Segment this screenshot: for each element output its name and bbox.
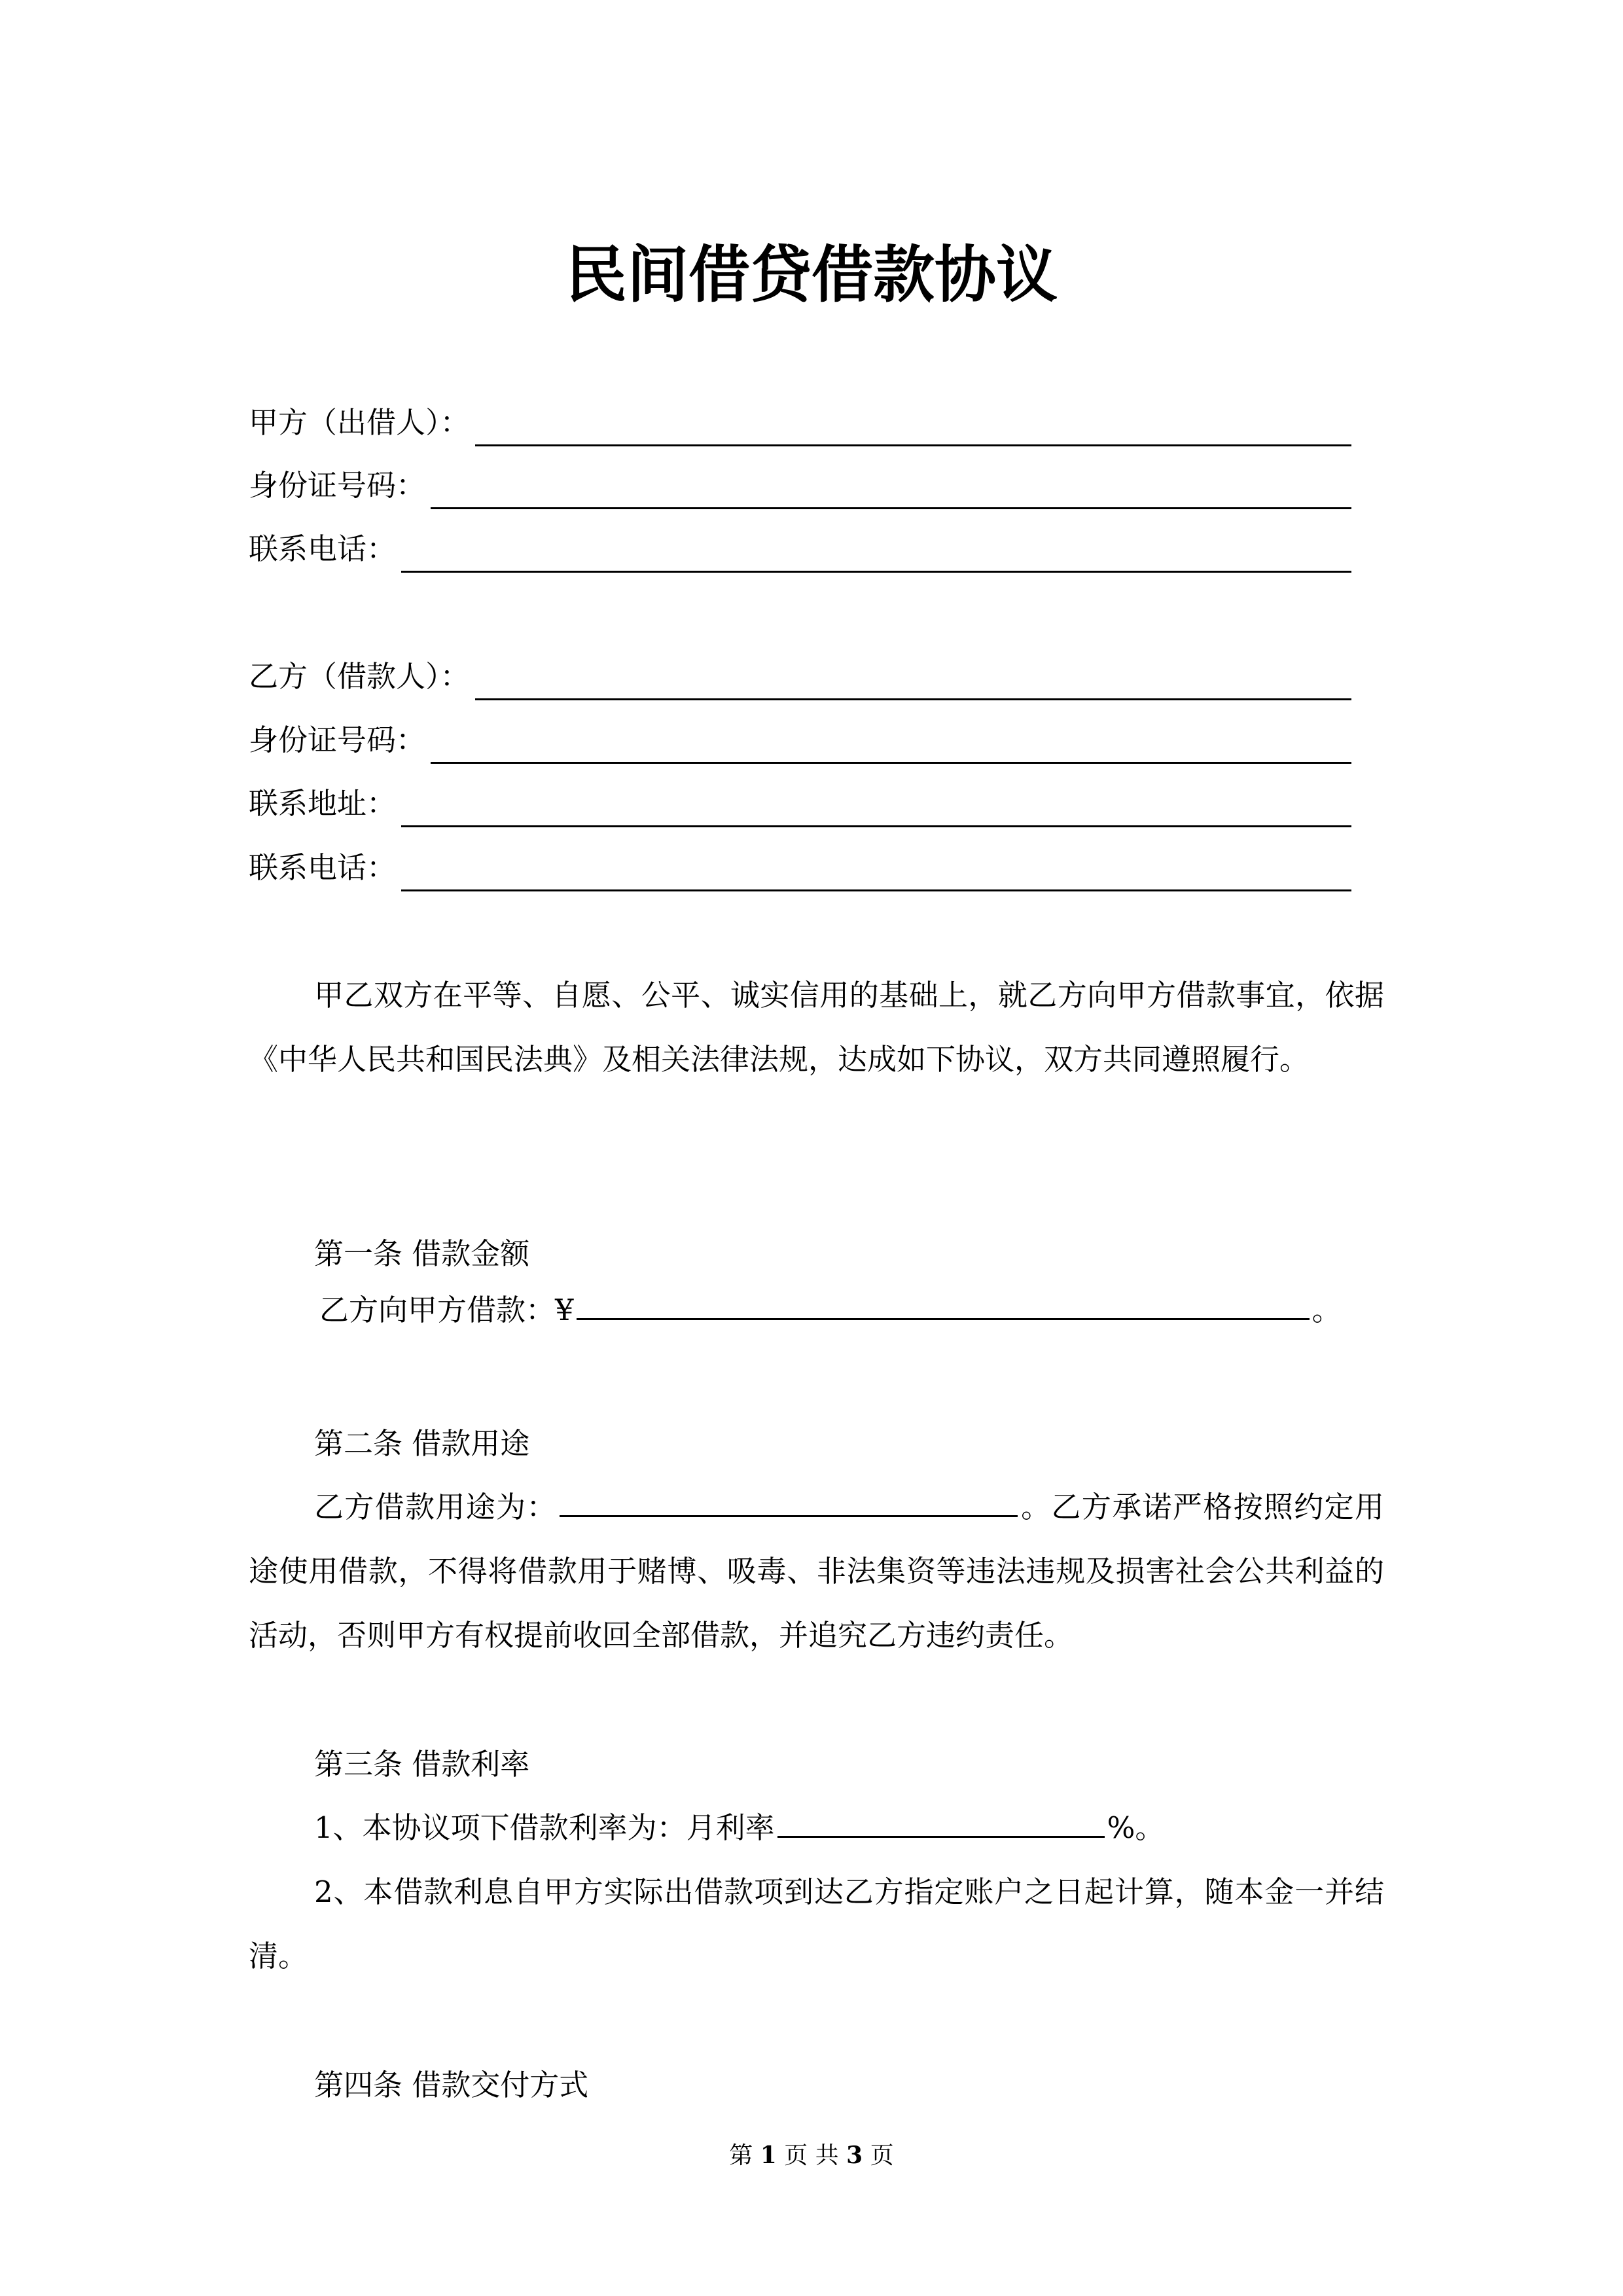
article3-item2: 2、本借款利息自甲方实际出借款项到达乙方指定账户之日起计算，随本金一并结清。 xyxy=(249,1874,1384,1973)
footer-prefix: 第 xyxy=(729,2142,753,2169)
party-a-phone-blank[interactable] xyxy=(401,534,1351,573)
article1-line xyxy=(249,1287,1384,1334)
preamble-paragraph: 甲乙双方在平等、自愿、公平、诚实信用的基础上，就乙方向甲方借款事宜，依据《中华人民共和国民法典》及相关法律法规，达成如下协议，双方共同遵照履行。 xyxy=(249,978,1384,1077)
party-a-name-blank[interactable] xyxy=(475,408,1351,446)
party-a-id-label: 身份证号码： xyxy=(249,468,426,503)
party-b-phone-field[interactable] xyxy=(249,844,1351,891)
footer-suffix: 页 xyxy=(870,2142,894,2169)
loan-amount-blank[interactable] xyxy=(577,1289,1310,1320)
footer-total-pages: 3 xyxy=(846,2142,863,2169)
party-b-address-blank[interactable] xyxy=(401,789,1351,827)
footer-middle: 页 共 xyxy=(784,2142,839,2169)
party-a-id-field[interactable] xyxy=(249,462,1351,509)
document-title: 民间借贷借款协议 xyxy=(565,239,1058,311)
party-b-phone-blank[interactable] xyxy=(401,853,1351,891)
party-b-id-field[interactable] xyxy=(249,717,1351,764)
footer-current-page: 1 xyxy=(760,2142,777,2169)
article2-text-before: 乙方借款用途为： xyxy=(314,1490,557,1524)
party-b-address-field[interactable] xyxy=(249,780,1351,827)
party-b-name-field[interactable] xyxy=(249,653,1351,700)
party-a-name-field[interactable] xyxy=(249,399,1351,446)
party-b-address-label: 联系地址： xyxy=(249,786,397,821)
party-a-phone-label: 联系电话： xyxy=(249,531,397,566)
party-a-name-label: 甲方（出借人）： xyxy=(249,405,470,440)
party-a-id-blank[interactable] xyxy=(431,471,1351,509)
article2-paragraph xyxy=(249,1475,1384,1668)
article3-item1-before: 1、本协议项下借款利率为：月利率 xyxy=(314,1810,775,1845)
article3-heading: 第三条 借款利率 xyxy=(314,1747,530,1782)
article2-heading: 第二条 借款用途 xyxy=(314,1426,530,1461)
page-footer xyxy=(0,2137,1623,2170)
party-b-phone-label: 联系电话： xyxy=(249,850,397,885)
article3-item1 xyxy=(249,1796,1384,1860)
interest-rate-blank[interactable] xyxy=(777,1807,1105,1838)
article1-heading: 第一条 借款金额 xyxy=(314,1236,530,1271)
party-b-name-blank[interactable] xyxy=(475,662,1351,700)
party-b-name-label: 乙方（借款人）： xyxy=(249,659,470,694)
loan-purpose-blank[interactable] xyxy=(560,1486,1018,1517)
article1-text-before: 乙方向甲方借款：¥ xyxy=(319,1293,574,1327)
article1-text-after: 。 xyxy=(1311,1293,1342,1327)
party-b-id-blank[interactable] xyxy=(431,725,1351,764)
article4-heading: 第四条 借款交付方式 xyxy=(314,2068,589,2102)
party-b-id-label: 身份证号码： xyxy=(249,723,426,757)
article3-item1-after: %。 xyxy=(1107,1810,1165,1845)
article2-text-after: 。乙方承诺严格按照约定用途使用借款，不得将借款用于赌博、吸毒、非法集资等违法违规及损害社会公共利益的活动，否则甲方有权提前收回全部借款，并追究乙方违约责任。 xyxy=(249,1490,1384,1653)
party-a-phone-field[interactable] xyxy=(249,526,1351,573)
